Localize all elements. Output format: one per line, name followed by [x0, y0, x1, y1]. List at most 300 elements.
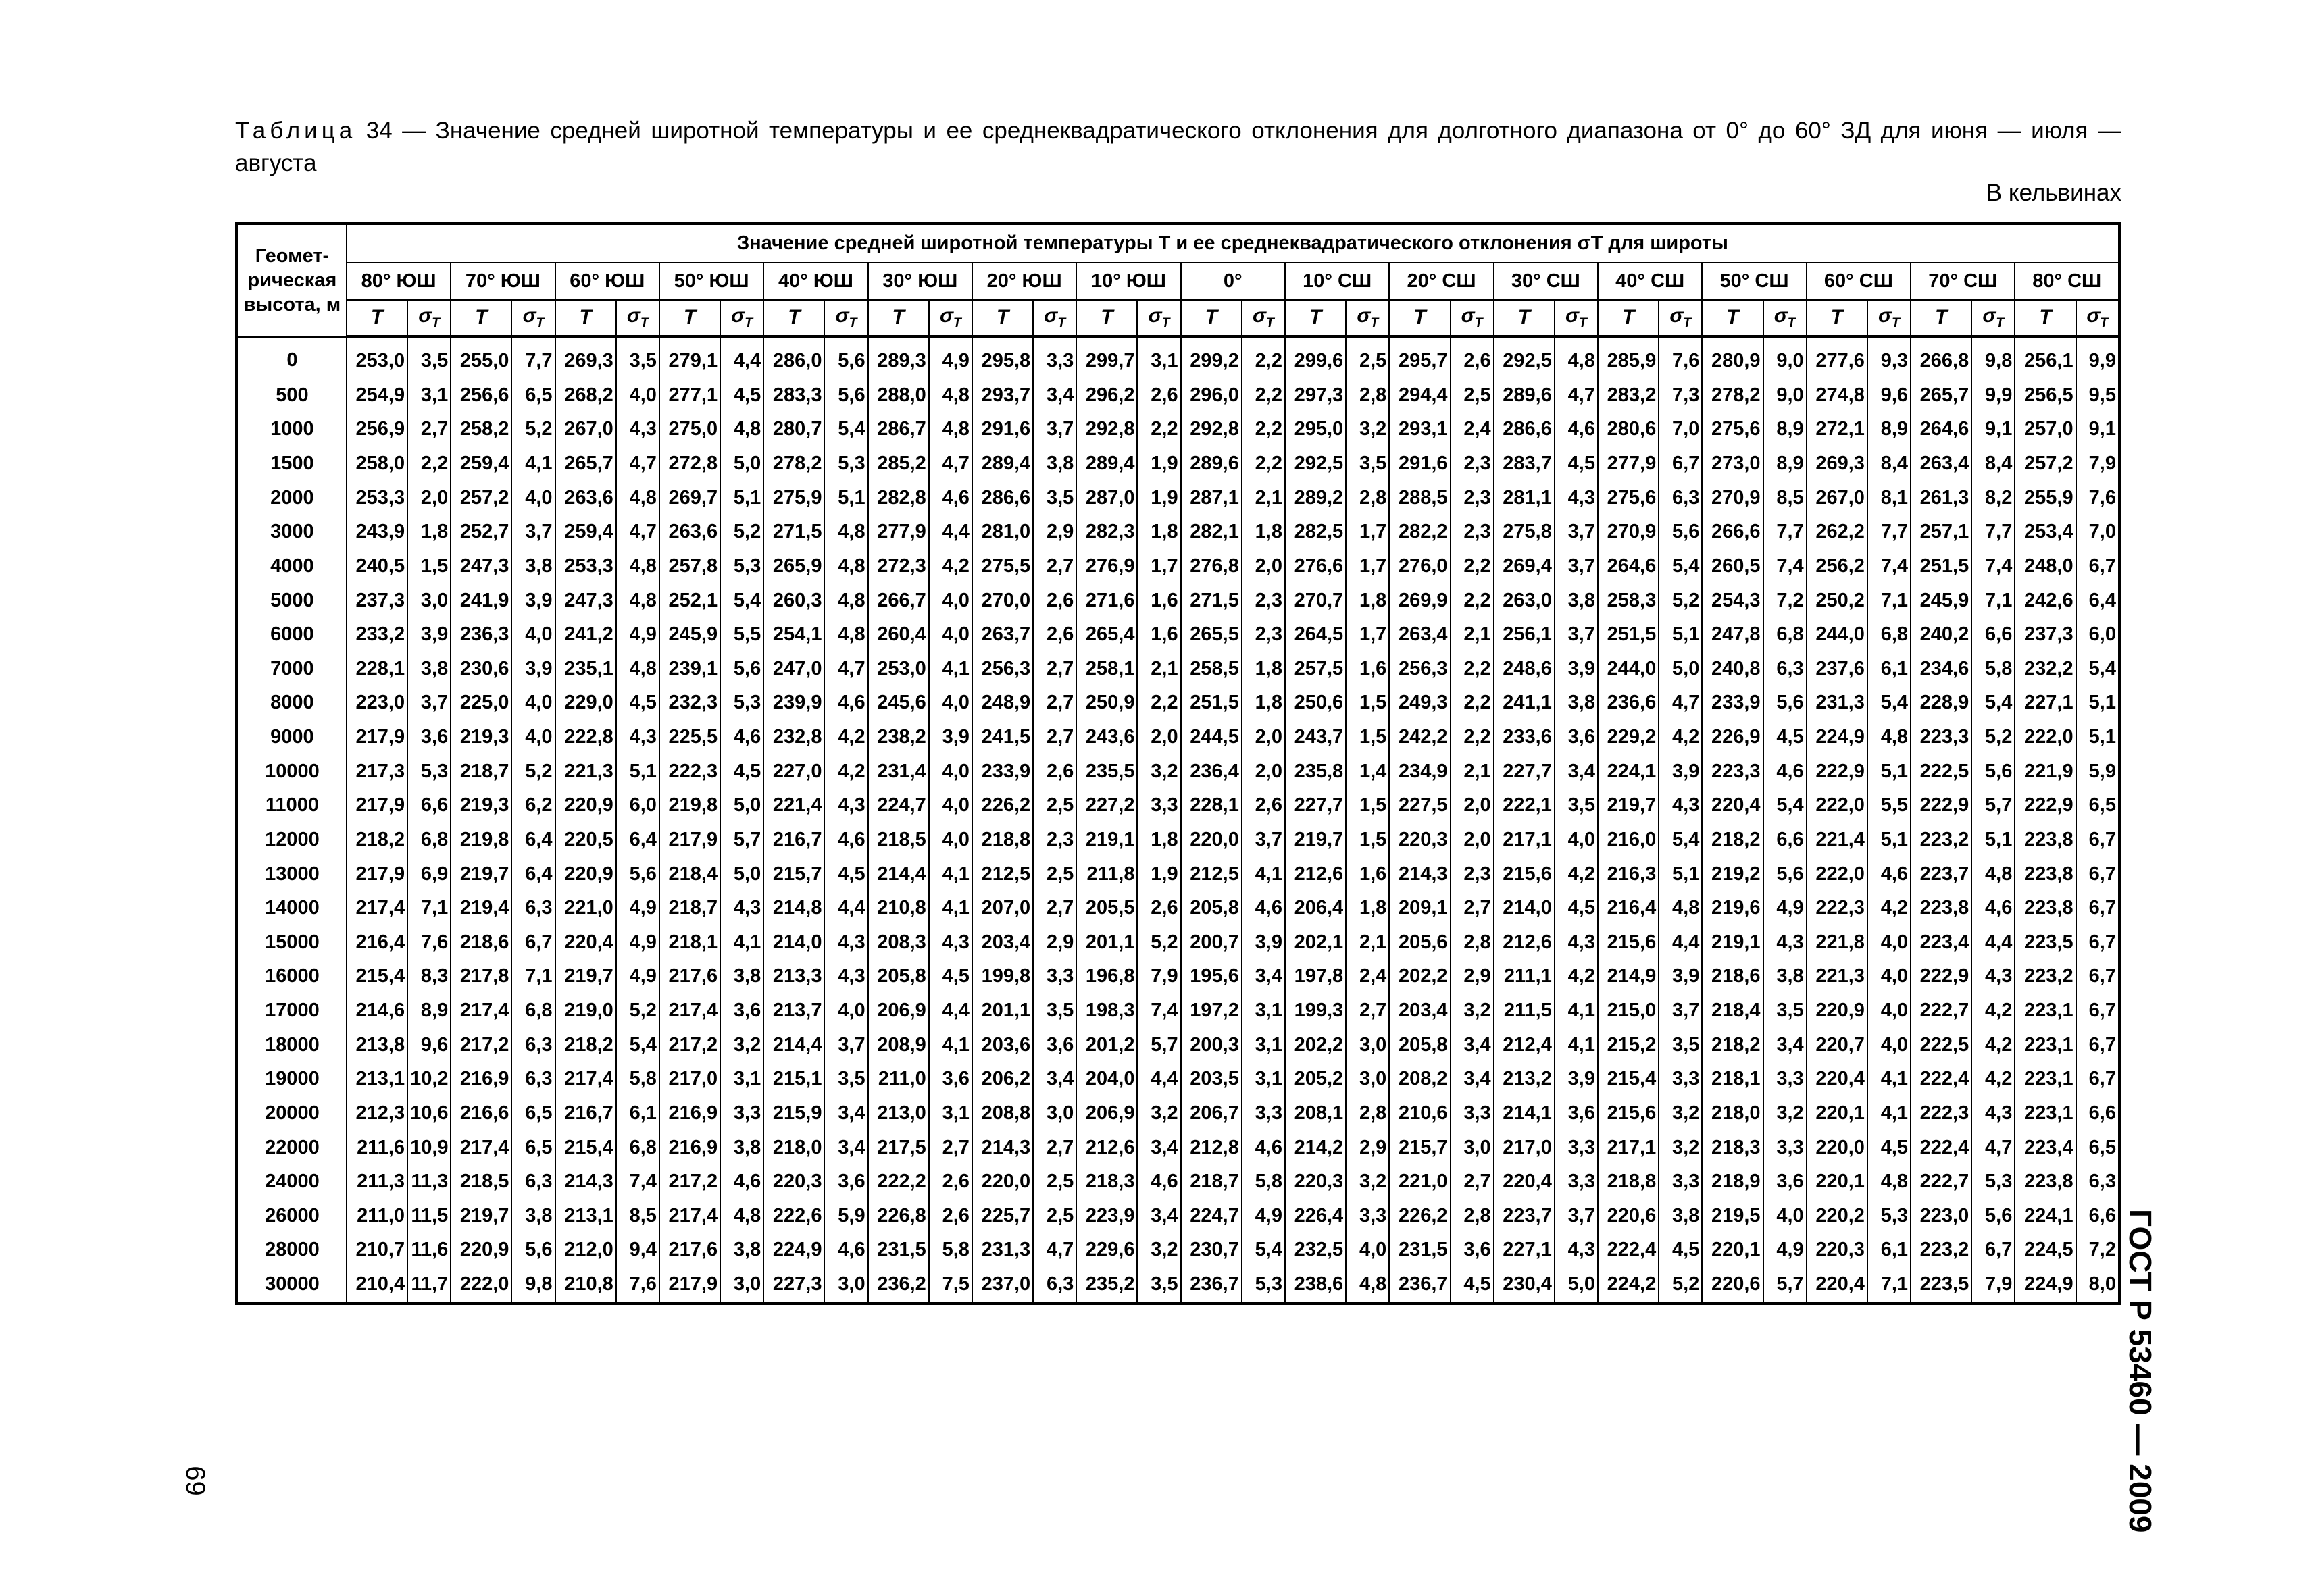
temperature-cell: 199,3 — [1285, 994, 1346, 1028]
temperature-cell: 238,2 — [868, 720, 929, 754]
temperature-cell: 277,9 — [1598, 446, 1659, 481]
sigma-cell: 3,5 — [824, 1062, 867, 1096]
temperature-cell: 262,2 — [1807, 515, 1867, 549]
sigma-subscript: T — [432, 315, 441, 330]
temperature-col-header: T — [1494, 300, 1555, 337]
sigma-cell: 4,0 — [929, 754, 972, 789]
sigma-cell: 3,7 — [407, 686, 451, 721]
sigma-symbol: σ — [835, 304, 849, 327]
sigma-cell: 4,3 — [720, 891, 763, 925]
temperature-cell: 218,8 — [972, 823, 1033, 857]
temperature-cell: 296,2 — [1076, 378, 1137, 413]
sigma-cell: 5,0 — [1659, 652, 1702, 686]
temperature-cell: 285,2 — [868, 446, 929, 481]
temperature-cell: 220,0 — [972, 1164, 1033, 1199]
sigma-cell: 4,8 — [929, 378, 972, 413]
temperature-cell: 242,6 — [2015, 584, 2076, 618]
temperature-cell: 217,9 — [347, 788, 407, 823]
temperature-cell: 279,1 — [659, 337, 720, 378]
sigma-cell: 3,0 — [1033, 1096, 1076, 1131]
sigma-cell: 6,0 — [616, 788, 659, 823]
altitude-cell: 18000 — [237, 1028, 347, 1062]
altitude-cell: 8000 — [237, 686, 347, 721]
sigma-cell: 2,4 — [1346, 960, 1389, 994]
sigma-cell: 4,3 — [929, 925, 972, 960]
sigma-symbol: σ — [1774, 304, 1788, 327]
sigma-cell: 9,6 — [407, 1028, 451, 1062]
temperature-cell: 240,8 — [1702, 652, 1763, 686]
table-row — [237, 1131, 2120, 1165]
sigma-cell: 3,3 — [1555, 1131, 1598, 1165]
sigma-cell: 4,2 — [1555, 960, 1598, 994]
sigma-cell: 2,6 — [1242, 788, 1285, 823]
sigma-cell: 4,0 — [511, 686, 555, 721]
temperature-cell: 269,3 — [1807, 446, 1867, 481]
temperature-cell: 222,9 — [1807, 754, 1867, 789]
temperature-cell: 237,3 — [347, 584, 407, 618]
temperature-col-header: T — [1598, 300, 1659, 337]
sigma-cell: 3,0 — [1346, 1062, 1389, 1096]
temperature-cell: 265,7 — [555, 446, 616, 481]
sigma-cell: 4,6 — [1867, 857, 1911, 892]
sigma-cell: 4,8 — [824, 515, 867, 549]
temperature-cell: 215,9 — [763, 1096, 824, 1131]
sigma-cell: 5,6 — [511, 1233, 555, 1268]
temperature-cell: 216,0 — [1598, 823, 1659, 857]
sigma-cell: 2,1 — [1346, 925, 1389, 960]
temperature-cell: 218,2 — [1702, 823, 1763, 857]
temperature-cell: 209,1 — [1389, 891, 1450, 925]
sigma-symbol: σ — [1878, 304, 1892, 327]
temperature-cell: 254,1 — [763, 617, 824, 652]
temperature-cell: 282,8 — [868, 481, 929, 515]
temperature-cell: 287,0 — [1076, 481, 1137, 515]
sigma-cell: 3,2 — [1659, 1096, 1702, 1131]
temperature-cell: 286,7 — [868, 413, 929, 447]
sigma-cell: 4,7 — [824, 652, 867, 686]
temperature-cell: 202,1 — [1285, 925, 1346, 960]
temperature-cell: 222,0 — [2015, 720, 2076, 754]
sigma-cell: 6,7 — [2076, 549, 2120, 584]
latitude-header: 60° СШ — [1807, 263, 1911, 300]
temperature-cell: 223,5 — [1911, 1267, 1971, 1303]
temperature-cell: 253,0 — [347, 337, 407, 378]
temperature-cell: 217,9 — [659, 1267, 720, 1303]
temperature-cell: 214,9 — [1598, 960, 1659, 994]
temperature-cell: 219,7 — [451, 857, 511, 892]
temperature-cell: 223,2 — [2015, 960, 2076, 994]
table-row — [237, 960, 2120, 994]
sigma-cell: 3,4 — [1763, 1028, 1807, 1062]
temperature-cell: 219,8 — [659, 788, 720, 823]
temperature-cell: 250,6 — [1285, 686, 1346, 721]
temperature-cell: 243,9 — [347, 515, 407, 549]
altitude-cell: 4000 — [237, 549, 347, 584]
sigma-cell: 8,9 — [1763, 413, 1807, 447]
temperature-table — [235, 222, 2121, 1305]
sigma-cell: 5,2 — [1659, 1267, 1702, 1303]
sigma-subscript: T — [1265, 315, 1274, 330]
sigma-cell: 1,5 — [1346, 720, 1389, 754]
temperature-cell: 230,7 — [1181, 1233, 1242, 1268]
temperature-cell: 217,4 — [451, 994, 511, 1028]
temperature-cell: 221,0 — [1389, 1164, 1450, 1199]
sigma-cell: 5,5 — [1867, 788, 1911, 823]
table-row — [237, 686, 2120, 721]
temperature-cell: 219,3 — [451, 720, 511, 754]
sigma-cell: 4,5 — [1763, 720, 1807, 754]
sigma-cell: 10,9 — [407, 1131, 451, 1165]
temperature-cell: 223,8 — [2015, 891, 2076, 925]
temperature-cell: 214,8 — [763, 891, 824, 925]
sigma-cell: 4,0 — [929, 584, 972, 618]
temperature-col-header: T — [1807, 300, 1867, 337]
sigma-cell: 7,1 — [1971, 584, 2015, 618]
latitude-header: 30° СШ — [1494, 263, 1598, 300]
sigma-cell: 4,7 — [929, 446, 972, 481]
temperature-cell: 289,3 — [868, 337, 929, 378]
temperature-cell: 217,2 — [451, 1028, 511, 1062]
sigma-cell: 3,8 — [1555, 686, 1598, 721]
temperature-col-header: T — [555, 300, 616, 337]
temperature-cell: 220,9 — [555, 788, 616, 823]
temperature-cell: 223,3 — [1702, 754, 1763, 789]
temperature-cell: 222,4 — [1911, 1062, 1971, 1096]
temperature-cell: 222,2 — [868, 1164, 929, 1199]
sigma-cell: 5,7 — [1971, 788, 2015, 823]
sigma-cell: 7,4 — [616, 1164, 659, 1199]
caption-prefix: Таблица — [235, 118, 357, 144]
altitude-cell: 15000 — [237, 925, 347, 960]
temperature-cell: 289,6 — [1494, 378, 1555, 413]
sigma-cell: 6,7 — [2076, 1028, 2120, 1062]
sigma-cell: 2,2 — [1451, 652, 1494, 686]
sigma-col-header — [824, 300, 867, 337]
temperature-cell: 221,3 — [555, 754, 616, 789]
sigma-symbol: σ — [626, 304, 640, 327]
sigma-cell: 5,4 — [824, 413, 867, 447]
temperature-cell: 218,9 — [1702, 1164, 1763, 1199]
sigma-cell: 6,0 — [2076, 617, 2120, 652]
temperature-cell: 214,3 — [555, 1164, 616, 1199]
temperature-cell: 258,0 — [347, 446, 407, 481]
temperature-cell: 222,9 — [2015, 788, 2076, 823]
sigma-cell: 5,1 — [1867, 823, 1911, 857]
temperature-cell: 275,0 — [659, 413, 720, 447]
temperature-cell: 283,2 — [1598, 378, 1659, 413]
sigma-cell: 4,2 — [1867, 891, 1911, 925]
sigma-cell: 6,1 — [1867, 652, 1911, 686]
temperature-cell: 289,6 — [1181, 446, 1242, 481]
sigma-cell: 7,4 — [1971, 549, 2015, 584]
temperature-cell: 260,3 — [763, 584, 824, 618]
temperature-cell: 223,9 — [1076, 1199, 1137, 1233]
temperature-cell: 272,1 — [1807, 413, 1867, 447]
sigma-cell: 2,6 — [1033, 584, 1076, 618]
altitude-cell: 30000 — [237, 1267, 347, 1303]
temperature-cell: 226,2 — [972, 788, 1033, 823]
temperature-cell: 211,1 — [1494, 960, 1555, 994]
table-row — [237, 754, 2120, 789]
temperature-cell: 217,4 — [659, 1199, 720, 1233]
table-row — [237, 1199, 2120, 1233]
sigma-cell: 7,6 — [1659, 337, 1702, 378]
sigma-cell: 6,8 — [1763, 617, 1807, 652]
sigma-cell: 1,8 — [1242, 652, 1285, 686]
sigma-cell: 3,2 — [1763, 1096, 1807, 1131]
temperature-cell: 204,0 — [1076, 1062, 1137, 1096]
temperature-cell: 286,6 — [972, 481, 1033, 515]
temperature-cell: 216,6 — [451, 1096, 511, 1131]
temperature-cell: 213,2 — [1494, 1062, 1555, 1096]
sigma-cell: 3,3 — [720, 1096, 763, 1131]
temperature-cell: 288,0 — [868, 378, 929, 413]
sigma-subscript: T — [1370, 315, 1379, 330]
temperature-cell: 206,4 — [1285, 891, 1346, 925]
sigma-col-header — [1033, 300, 1076, 337]
temperature-cell: 256,2 — [1807, 549, 1867, 584]
sigma-cell: 2,3 — [1451, 446, 1494, 481]
temperature-cell: 221,4 — [1807, 823, 1867, 857]
temperature-cell: 231,5 — [1389, 1233, 1450, 1268]
sigma-cell: 3,6 — [929, 1062, 972, 1096]
sigma-cell: 2,9 — [1451, 960, 1494, 994]
sigma-cell: 7,4 — [1867, 549, 1911, 584]
sigma-cell: 6,5 — [2076, 788, 2120, 823]
temperature-cell: 270,9 — [1702, 481, 1763, 515]
temperature-cell: 197,8 — [1285, 960, 1346, 994]
temperature-cell: 243,7 — [1285, 720, 1346, 754]
temperature-cell: 224,2 — [1598, 1267, 1659, 1303]
temperature-cell: 269,4 — [1494, 549, 1555, 584]
latitude-header: 80° ЮШ — [347, 263, 451, 300]
units-note: В кельвинах — [1986, 180, 2121, 206]
sigma-cell: 4,6 — [1763, 754, 1807, 789]
temperature-cell: 212,6 — [1076, 1131, 1137, 1165]
latitude-header: 20° ЮШ — [972, 263, 1076, 300]
sigma-cell: 2,2 — [1137, 413, 1180, 447]
temperature-cell: 282,3 — [1076, 515, 1137, 549]
sigma-cell: 4,1 — [511, 446, 555, 481]
sigma-cell: 8,9 — [407, 994, 451, 1028]
sigma-cell: 4,0 — [1867, 1028, 1911, 1062]
sigma-cell: 4,1 — [1555, 994, 1598, 1028]
sigma-cell: 9,0 — [1763, 337, 1807, 378]
sigma-cell: 4,3 — [1555, 925, 1598, 960]
sigma-cell: 7,2 — [1763, 584, 1807, 618]
temperature-cell: 222,9 — [1911, 788, 1971, 823]
sigma-cell: 5,4 — [1763, 788, 1807, 823]
sigma-col-header — [929, 300, 972, 337]
sigma-cell: 7,9 — [1971, 1267, 2015, 1303]
sigma-cell: 3,4 — [1555, 754, 1598, 789]
temperature-cell: 256,6 — [451, 378, 511, 413]
sigma-cell: 5,3 — [720, 686, 763, 721]
sigma-cell: 1,7 — [1346, 617, 1389, 652]
sigma-cell: 2,0 — [1242, 754, 1285, 789]
temperature-cell: 222,3 — [659, 754, 720, 789]
sigma-cell: 3,1 — [1242, 1028, 1285, 1062]
temperature-cell: 233,2 — [347, 617, 407, 652]
sigma-cell: 1,5 — [1346, 823, 1389, 857]
sigma-cell: 3,2 — [1659, 1131, 1702, 1165]
temperature-cell: 214,0 — [1494, 891, 1555, 925]
temperature-col-header: T — [451, 300, 511, 337]
temperature-cell: 236,4 — [1181, 754, 1242, 789]
temperature-cell: 202,2 — [1389, 960, 1450, 994]
temperature-cell: 286,0 — [763, 337, 824, 378]
temperature-cell: 296,0 — [1181, 378, 1242, 413]
temperature-cell: 231,3 — [972, 1233, 1033, 1268]
sigma-cell: 4,0 — [1346, 1233, 1389, 1268]
temperature-cell: 212,0 — [555, 1233, 616, 1268]
temperature-cell: 217,1 — [1598, 1131, 1659, 1165]
sigma-cell: 3,3 — [1033, 337, 1076, 378]
sigma-cell: 3,9 — [1555, 652, 1598, 686]
temperature-col-header: T — [763, 300, 824, 337]
sigma-cell: 1,8 — [1242, 515, 1285, 549]
temperature-cell: 276,6 — [1285, 549, 1346, 584]
sigma-cell: 2,2 — [1451, 686, 1494, 721]
altitude-cell: 26000 — [237, 1199, 347, 1233]
temperature-cell: 270,0 — [972, 584, 1033, 618]
sigma-cell: 3,7 — [1033, 413, 1076, 447]
temperature-col-header: T — [868, 300, 929, 337]
temperature-cell: 220,9 — [451, 1233, 511, 1268]
temperature-cell: 223,1 — [2015, 994, 2076, 1028]
sigma-cell: 4,3 — [616, 413, 659, 447]
sigma-cell: 3,8 — [720, 1131, 763, 1165]
temperature-cell: 276,0 — [1389, 549, 1450, 584]
temperature-cell: 272,3 — [868, 549, 929, 584]
temperature-cell: 235,5 — [1076, 754, 1137, 789]
sigma-cell: 5,3 — [407, 754, 451, 789]
latitude-header: 10° ЮШ — [1076, 263, 1180, 300]
temperature-cell: 265,7 — [1911, 378, 1971, 413]
temperature-cell: 221,0 — [555, 891, 616, 925]
temperature-cell: 196,8 — [1076, 960, 1137, 994]
temperature-cell: 203,6 — [972, 1028, 1033, 1062]
sigma-cell: 6,9 — [407, 857, 451, 892]
sigma-cell: 3,5 — [1346, 446, 1389, 481]
temperature-cell: 255,0 — [451, 337, 511, 378]
sigma-cell: 1,4 — [1346, 754, 1389, 789]
temperature-cell: 241,2 — [555, 617, 616, 652]
temperature-cell: 247,3 — [555, 584, 616, 618]
sigma-cell: 2,5 — [1346, 337, 1389, 378]
latitude-header: 80° СШ — [2015, 263, 2119, 300]
sigma-cell: 4,6 — [1971, 891, 2015, 925]
sigma-cell: 3,2 — [1137, 754, 1180, 789]
temperature-cell: 199,8 — [972, 960, 1033, 994]
sigma-cell: 4,0 — [929, 823, 972, 857]
sigma-cell: 4,1 — [1242, 857, 1285, 892]
sigma-cell: 4,4 — [1659, 925, 1702, 960]
temperature-cell: 205,8 — [1181, 891, 1242, 925]
sigma-cell: 3,5 — [1763, 994, 1807, 1028]
temperature-cell: 245,9 — [659, 617, 720, 652]
sigma-cell: 4,9 — [616, 891, 659, 925]
temperature-cell: 280,7 — [763, 413, 824, 447]
sigma-cell: 2,5 — [1451, 378, 1494, 413]
sigma-cell: 3,6 — [1555, 720, 1598, 754]
sigma-cell: 3,5 — [1033, 994, 1076, 1028]
temperature-cell: 276,8 — [1181, 549, 1242, 584]
sigma-cell: 3,7 — [1659, 994, 1702, 1028]
temperature-cell: 211,3 — [347, 1164, 407, 1199]
sigma-cell: 5,8 — [1242, 1164, 1285, 1199]
sigma-cell: 5,2 — [511, 754, 555, 789]
latitude-header: 40° СШ — [1598, 263, 1702, 300]
sigma-subscript: T — [536, 315, 545, 330]
temperature-cell: 237,0 — [972, 1267, 1033, 1303]
temperature-cell: 258,2 — [451, 413, 511, 447]
sigma-cell: 4,4 — [1137, 1062, 1180, 1096]
temperature-cell: 254,3 — [1702, 584, 1763, 618]
sigma-symbol: σ — [1982, 304, 1996, 327]
sigma-cell: 2,6 — [929, 1199, 972, 1233]
temperature-cell: 263,6 — [659, 515, 720, 549]
temperature-cell: 270,7 — [1285, 584, 1346, 618]
latitude-header: 0° — [1181, 263, 1285, 300]
altitude-cell: 0 — [237, 337, 347, 378]
sigma-cell: 3,1 — [929, 1096, 972, 1131]
sigma-cell: 6,3 — [511, 1062, 555, 1096]
sigma-cell: 2,1 — [1242, 481, 1285, 515]
sigma-col-header — [720, 300, 763, 337]
latitude-header: 60° ЮШ — [555, 263, 659, 300]
sigma-cell: 4,3 — [616, 720, 659, 754]
sigma-cell: 6,8 — [511, 994, 555, 1028]
sigma-cell: 1,8 — [1137, 515, 1180, 549]
temperature-cell: 228,1 — [347, 652, 407, 686]
temperature-cell: 267,0 — [1807, 481, 1867, 515]
temperature-cell: 267,0 — [555, 413, 616, 447]
sigma-cell: 5,0 — [720, 788, 763, 823]
sigma-cell: 6,6 — [2076, 1199, 2120, 1233]
table-row — [237, 378, 2120, 413]
sigma-cell: 6,5 — [511, 378, 555, 413]
sigma-cell: 5,2 — [1137, 925, 1180, 960]
sigma-cell: 3,6 — [407, 720, 451, 754]
temperature-cell: 234,6 — [1911, 652, 1971, 686]
temperature-cell: 268,2 — [555, 378, 616, 413]
temperature-cell: 219,5 — [1702, 1199, 1763, 1233]
sigma-cell: 2,1 — [1451, 754, 1494, 789]
sigma-cell: 4,6 — [824, 823, 867, 857]
temperature-cell: 212,8 — [1181, 1131, 1242, 1165]
sigma-cell: 4,3 — [1763, 925, 1807, 960]
temperature-cell: 213,0 — [868, 1096, 929, 1131]
temperature-cell: 251,5 — [1598, 617, 1659, 652]
sigma-cell: 1,6 — [1346, 857, 1389, 892]
temperature-cell: 271,5 — [763, 515, 824, 549]
sigma-cell: 5,2 — [511, 413, 555, 447]
sigma-cell: 4,6 — [824, 686, 867, 721]
sigma-cell: 1,8 — [1137, 823, 1180, 857]
sigma-cell: 5,1 — [720, 481, 763, 515]
sigma-cell: 2,5 — [1033, 788, 1076, 823]
temperature-cell: 223,1 — [2015, 1096, 2076, 1131]
temperature-cell: 256,1 — [1494, 617, 1555, 652]
sigma-cell: 2,6 — [1137, 891, 1180, 925]
sigma-cell: 3,9 — [929, 720, 972, 754]
temperature-cell: 216,4 — [347, 925, 407, 960]
temperature-cell: 257,2 — [2015, 446, 2076, 481]
temperature-cell: 214,3 — [972, 1131, 1033, 1165]
sigma-cell: 5,8 — [929, 1233, 972, 1268]
sigma-cell: 2,9 — [1346, 1131, 1389, 1165]
